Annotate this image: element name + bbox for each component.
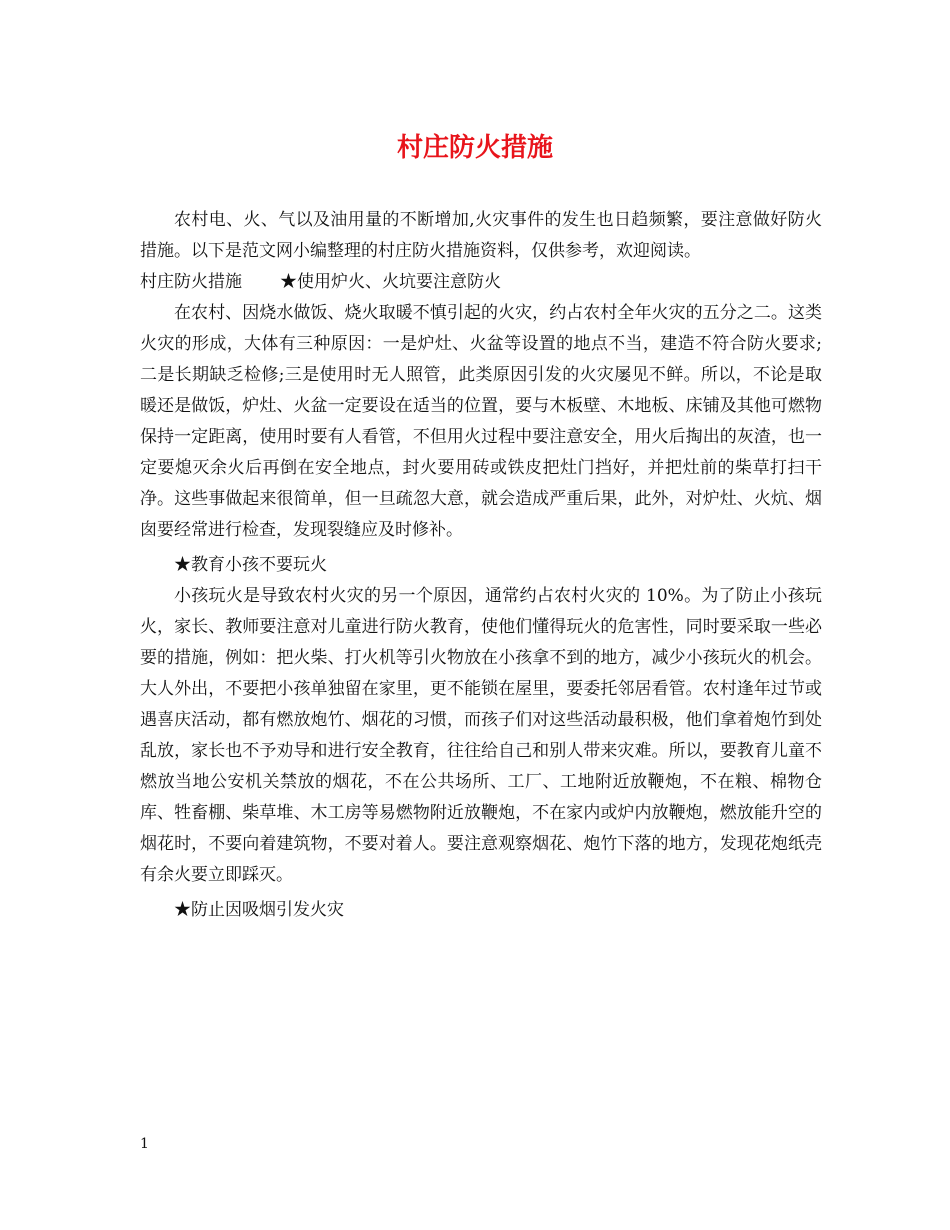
section-heading-1: ★使用炉火、火坑要注意防火 (280, 272, 501, 292)
page-number: 1 (140, 1136, 149, 1152)
intro-paragraph (140, 205, 822, 267)
subtitle-prefix: 村庄防火措施 (140, 272, 242, 292)
subtitle-line (140, 267, 822, 298)
section-heading-3: ★防止因吸烟引发火灾 (174, 900, 344, 920)
section-heading-2: ★教育小孩不要玩火 (174, 555, 327, 575)
section-paragraph-1: 在农村、因烧水做饭、烧火取暖不慎引起的火灾，约占农村全年火灾的五分之二。这类火灾的形成，大体有三种原因：一是炉灶、火盆等设置的地点不当，建造不符合防火要求;二是长期缺乏检修;三是使用时无人照管，此类原因引发的火灾屡见不鲜。所以，不论是取暖还是做饭，炉灶、火盆一定要设在适当的位置，要与木板壁、木地板、床铺及其他可燃物保持一定距离，使用时要有人看管，不但用火过程中要注意安全，用火后掏出的灰渣，也一定要熄灭余火后再倒在安全地点，封火要用砖或铁皮把灶门挡好，并把灶前的柴草打扫干净。这些事做起来很简单，但一旦疏忽大意，就会造成严重后果，此外，对炉灶、火炕、烟囱要经常进行检查，发现裂缝应及时修补。 (140, 303, 822, 540)
document-body (140, 205, 822, 926)
page-title: 村庄防火措施 (396, 133, 553, 163)
section-paragraph-2: 小孩玩火是导致农村火灾的另一个原因，通常约占农村火灾的 10%。为了防止小孩玩火，家长、教师要注意对儿童进行防火教育，使他们懂得玩火的危害性，同时要采取一些必要的措施，例如：把火柴、打火机等引火物放在小孩拿不到的地方，减少小孩玩火的机会。大人外出，不要把小孩单独留在家里，更不能锁在屋里，要委托邻居看管。农村逢年过节或遇喜庆活动，都有燃放炮竹、烟花的习惯，而孩子们对这些活动最积极，他们拿着炮竹到处乱放，家长也不予劝导和进行安全教育，往往给自己和别人带来灾难。所以，要教育儿童不燃放当地公安机关禁放的烟花，不在公共场所、工厂、工地附近放鞭炮，不在粮、棉物仓库、牲畜棚、柴草堆、木工房等易燃物附近放鞭炮，不在家内或炉内放鞭炮，燃放能升空的烟花时，不要向着建筑物，不要对着人。要注意观察烟花、炮竹下落的地方，发现花炮纸壳有余火要立即踩灭。 (140, 586, 822, 885)
intro-text: 农村电、火、气以及油用量的不断增加,火灾事件的发生也日趋频繁，要注意做好防火措施。以下是范文网小编整理的村庄防火措施资料，仅供参考，欢迎阅读。 (140, 210, 822, 261)
